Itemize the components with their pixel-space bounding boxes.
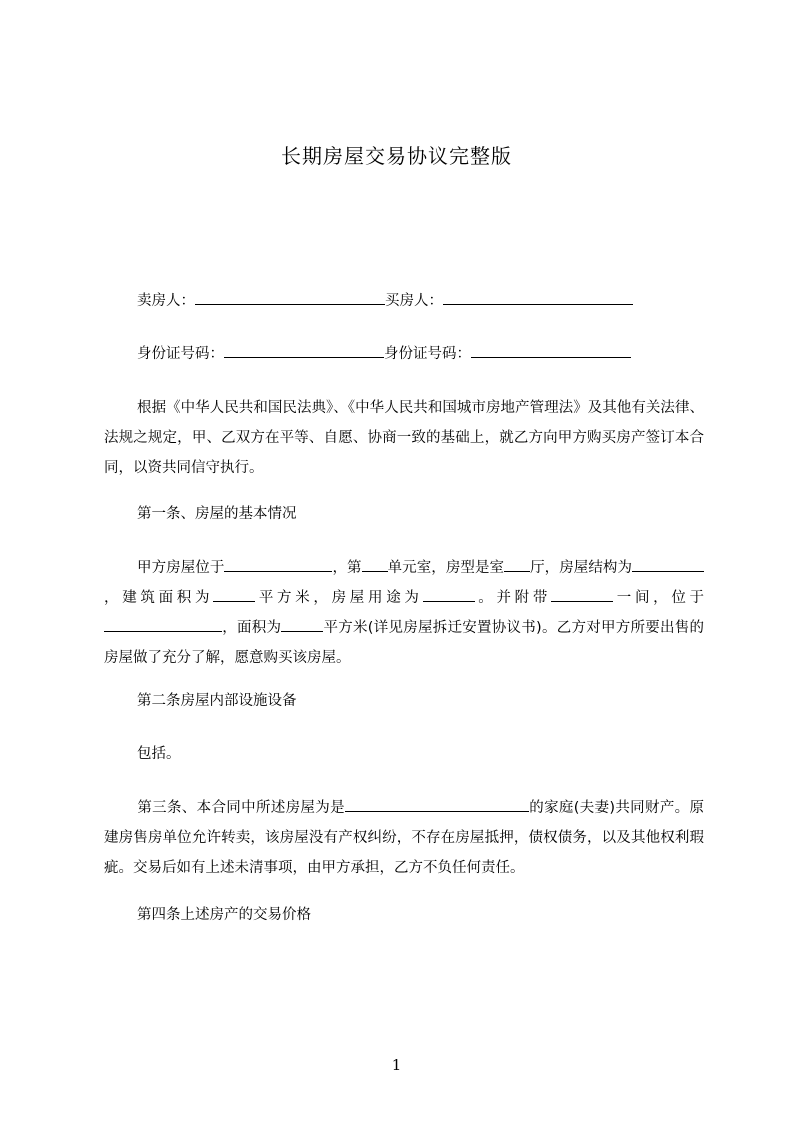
- seller-id-blank[interactable]: [224, 343, 384, 358]
- buyer-id-blank[interactable]: [471, 343, 631, 358]
- attached-location-blank[interactable]: [104, 617, 222, 632]
- article1-text-10: 平方米(详见房屋拆迁安置协议书)。乙方对甲方所要出售的房屋做了充分了解，愿意购买该房屋。: [104, 620, 705, 666]
- article1-text-8: 一间，位于: [613, 590, 705, 606]
- preamble-paragraph: [104, 393, 704, 483]
- article3-paragraph: [104, 793, 704, 883]
- article1-text-1: 甲方房屋位于: [137, 560, 225, 576]
- preamble-text: 根据《中华人民共和国民法典》、《中华人民共和国城市房地产管理法》及其他有关法律、法规之规定，甲、乙双方在平等、自愿、协商一致的基础上，就乙方向甲方购买房产签订本合同，以资共同信守执行。: [104, 400, 704, 476]
- article1-text-7: 。并附带: [474, 590, 552, 606]
- article1-text-3: 单元室，房型是室: [387, 560, 505, 576]
- article1-text-4: 厅，房屋结构为: [530, 560, 633, 576]
- seller-buyer-line: [137, 290, 633, 311]
- buyer-id-label: 身份证号码：: [384, 346, 471, 362]
- seller-id-label: 身份证号码：: [137, 346, 224, 362]
- article1-text-9: ，面积为: [222, 620, 282, 636]
- owner-blank[interactable]: [345, 797, 529, 812]
- article1-paragraph: [104, 553, 704, 673]
- page-number: 1: [391, 1056, 402, 1074]
- seller-blank[interactable]: [195, 290, 385, 305]
- article3-text-2: 的家庭(夫妻)共同财产。原建房售房单位允许转卖，该房屋没有产权纠纷，不存在房屋抵押，债权债务，以及其他权利瑕疵。交易后如有上述未清事项，由甲方承担，乙方不负任何责任。: [104, 800, 704, 876]
- hall-blank[interactable]: [504, 557, 530, 572]
- usage-blank[interactable]: [423, 587, 475, 602]
- article2-body: 包括。: [137, 746, 181, 762]
- article4-heading: 第四条上述房产的交易价格: [137, 907, 311, 923]
- article1-text-6: 平方米，房屋用途为: [255, 590, 423, 606]
- location-blank[interactable]: [224, 557, 332, 572]
- id-number-line: [137, 343, 631, 364]
- article2-heading: 第二条房屋内部设施设备: [137, 693, 297, 709]
- attached-blank[interactable]: [551, 587, 613, 602]
- seller-label: 卖房人：: [137, 293, 195, 309]
- buyer-blank[interactable]: [443, 290, 633, 305]
- article1-text-2: ，第: [332, 560, 362, 576]
- unit-blank[interactable]: [362, 557, 388, 572]
- buyer-label: 买房人：: [385, 293, 443, 309]
- article1-heading: 第一条、房屋的基本情况: [137, 506, 297, 522]
- document-title: 长期房屋交易协议完整版: [281, 144, 512, 168]
- attached-area-blank[interactable]: [281, 617, 323, 632]
- area-blank[interactable]: [213, 587, 255, 602]
- article3-text-1: 第三条、本合同中所述房屋为是: [137, 800, 345, 816]
- article1-text-5: ，建筑面积为: [104, 590, 214, 606]
- structure-blank[interactable]: [632, 557, 704, 572]
